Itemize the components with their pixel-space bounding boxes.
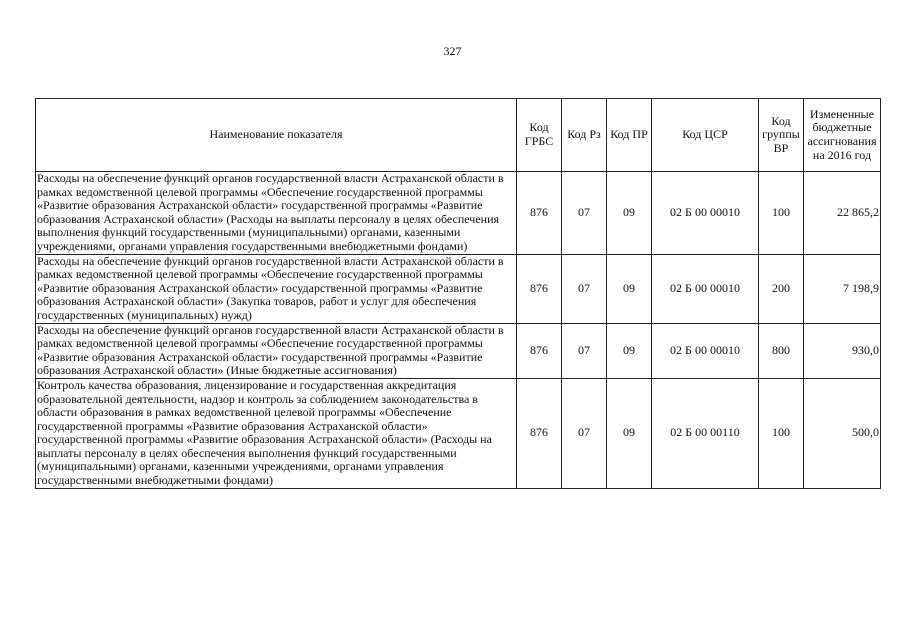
row-description: Расходы на обеспечение функций органов государственной власти Астраханской области в рамках ведомственной целевой программы «Обеспечение государственной программы «Развитие образования Астраханской области» государственной программы «Развитие образования Астраханской области» (Иные бюджетные ассигнования) xyxy=(36,323,517,378)
header-amount: Измененные бюджетные ассигнования на 2016 год xyxy=(804,99,881,172)
row-vr: 100 xyxy=(759,172,804,255)
row-vr: 800 xyxy=(759,323,804,378)
row-csr: 02 Б 00 00010 xyxy=(652,254,759,323)
row-grbs: 876 xyxy=(517,254,562,323)
row-description: Расходы на обеспечение функций органов государственной власти Астраханской области в рамках ведомственной целевой программы «Обеспечение государственной программы «Развитие образования Астраханской области» государственной программы «Развитие образования Астраханской области» (Расходы на выплаты персоналу в целях обеспечения выполнения функций государственными (муниципальными) органами, казенными учреждениями, органами управления государственными внебюджетными фондами) xyxy=(36,172,517,255)
table-row xyxy=(36,323,881,378)
row-grbs: 876 xyxy=(517,378,562,488)
row-description: Контроль качества образования, лицензирование и государственная аккредитация образовательной деятельности, надзор и контроль за соблюдением законодательства в области образования в рамках ведомственной целевой программы «Обеспечение государственной программы «Развитие образования Астраханской области» государственной программы «Развитие образования Астраханской области» (Расходы на выплаты персоналу в целях обеспечения выполнения функций государственными (муниципальными) органами, казенными учреждениями, органами управления государственными внебюджетными фондами) xyxy=(36,378,517,488)
row-pr: 09 xyxy=(607,323,652,378)
row-rz: 07 xyxy=(562,378,607,488)
row-vr: 200 xyxy=(759,254,804,323)
row-amount: 500,0 xyxy=(804,378,881,488)
budget-table xyxy=(35,98,881,489)
row-description: Расходы на обеспечение функций органов государственной власти Астраханской области в рамках ведомственной целевой программы «Обеспечение государственной программы «Развитие образования Астраханской области» государственной программы «Развитие образования Астраханской области» (Закупка товаров, работ и услуг для обеспечения государственных (муниципальных) нужд) xyxy=(36,254,517,323)
page-number: 327 xyxy=(443,44,462,58)
row-csr: 02 Б 00 00110 xyxy=(652,378,759,488)
row-amount: 22 865,2 xyxy=(804,172,881,255)
row-rz: 07 xyxy=(562,172,607,255)
table-row xyxy=(36,254,881,323)
header-vr: Код группы ВР xyxy=(759,99,804,172)
row-rz: 07 xyxy=(562,254,607,323)
header-pr: Код ПР xyxy=(607,99,652,172)
header-name: Наименование показателя xyxy=(36,99,517,172)
header-rz: Код Рз xyxy=(562,99,607,172)
row-vr: 100 xyxy=(759,378,804,488)
header-csr: Код ЦСР xyxy=(652,99,759,172)
table-row xyxy=(36,172,881,255)
row-pr: 09 xyxy=(607,254,652,323)
table-row xyxy=(36,378,881,488)
table-header-row xyxy=(36,99,881,172)
row-rz: 07 xyxy=(562,323,607,378)
row-csr: 02 Б 00 00010 xyxy=(652,323,759,378)
row-pr: 09 xyxy=(607,378,652,488)
row-csr: 02 Б 00 00010 xyxy=(652,172,759,255)
row-amount: 7 198,9 xyxy=(804,254,881,323)
header-grbs: Код ГРБС xyxy=(517,99,562,172)
row-amount: 930,0 xyxy=(804,323,881,378)
row-grbs: 876 xyxy=(517,323,562,378)
row-grbs: 876 xyxy=(517,172,562,255)
row-pr: 09 xyxy=(607,172,652,255)
